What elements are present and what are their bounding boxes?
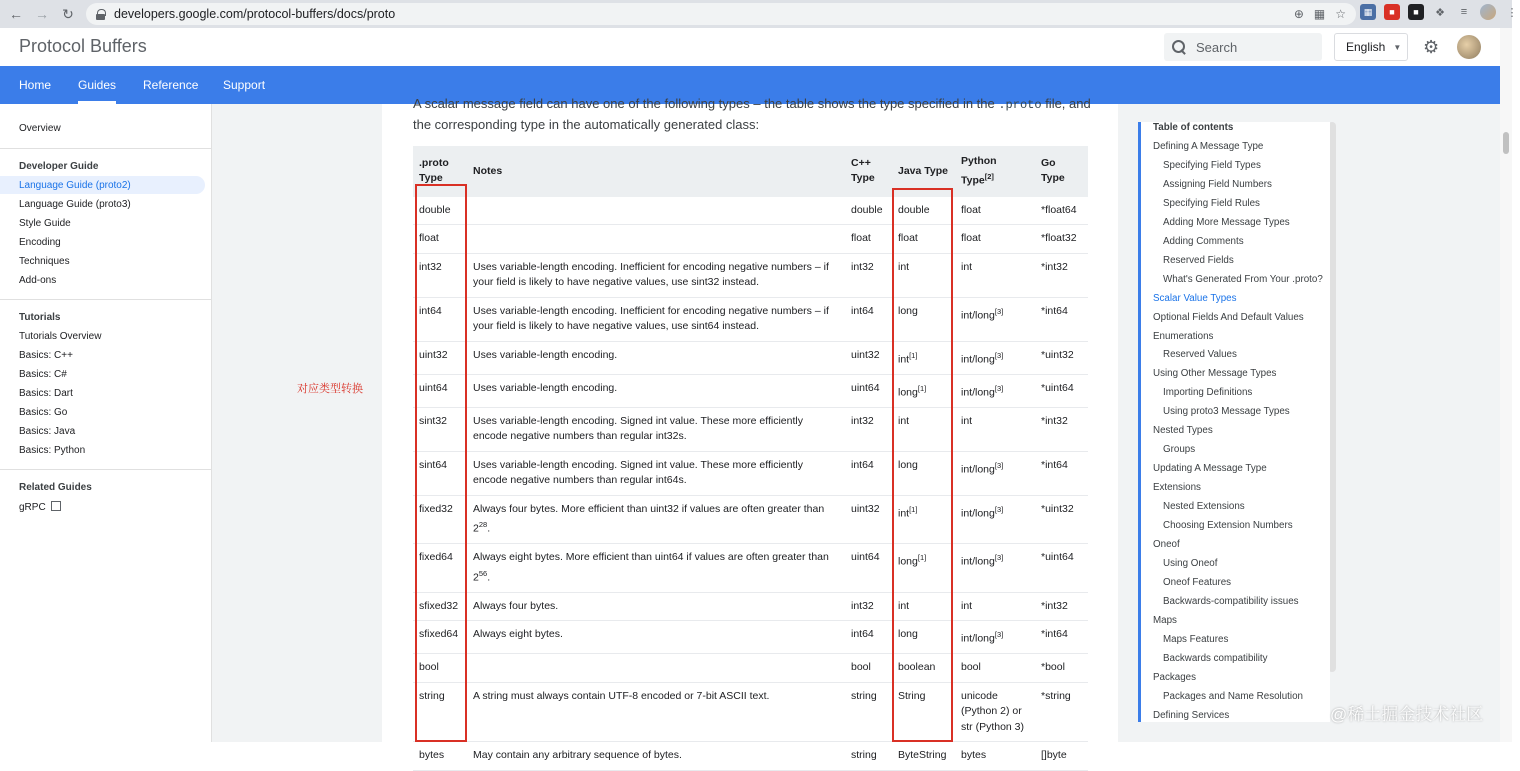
sidebar-item-techniques[interactable]: Techniques	[19, 256, 70, 267]
toc-item[interactable]: Enumerations	[1153, 330, 1214, 342]
header-java-type: Java Type	[892, 146, 955, 197]
cell-notes: Uses variable-length encoding. Inefficient for encoding negative numbers – if your field is likely to have negative values, use sint32 instead.	[467, 253, 845, 297]
annotation-label: 对应类型转换	[297, 383, 363, 395]
cell-python-type: float	[955, 225, 1035, 254]
sidebar-item-language-guide-proto3[interactable]: Language Guide (proto3)	[19, 199, 131, 210]
sidebar-heading-related-guides: Related Guides	[19, 482, 92, 493]
tab-reference[interactable]: Reference	[143, 78, 199, 92]
table-row	[413, 592, 1088, 621]
cell-proto-type: fixed32	[413, 495, 467, 544]
table-row	[413, 654, 1088, 683]
cell-proto-type: double	[413, 197, 467, 225]
toc-item[interactable]: Scalar Value Types	[1153, 292, 1237, 304]
table-row	[413, 341, 1088, 374]
toc-item[interactable]: Choosing Extension Numbers	[1163, 520, 1293, 531]
cell-proto-type: float	[413, 225, 467, 254]
tab-support[interactable]: Support	[223, 78, 266, 92]
table-of-contents	[1138, 122, 1330, 722]
cell-python-type: int	[955, 407, 1035, 451]
cell-go-type: *int32	[1035, 407, 1088, 451]
sidebar-divider	[0, 299, 211, 300]
intro-text: A scalar message field can have one of the following types – the table shows the type specified in the	[413, 96, 999, 111]
cell-notes: Uses variable-length encoding.	[467, 341, 845, 374]
table-row	[413, 742, 1088, 771]
toc-item[interactable]: Specifying Field Types	[1163, 159, 1261, 171]
cell-notes: A string must always contain UTF-8 encoded or 7-bit ASCII text.	[467, 682, 845, 742]
sidebar-item-encoding[interactable]: Encoding	[19, 237, 61, 248]
tab-guides[interactable]: Guides	[78, 66, 116, 104]
cell-proto-type: bytes	[413, 742, 467, 771]
cell-proto-type: sfixed32	[413, 592, 467, 621]
table-row	[413, 297, 1088, 341]
caret-down-icon: ▼	[1393, 42, 1402, 52]
search-icon	[1172, 40, 1187, 55]
translate-icon[interactable]: ▦	[1313, 7, 1326, 21]
profile-avatar[interactable]	[1480, 4, 1496, 20]
cell-proto-type: uint32	[413, 341, 467, 374]
toc-item[interactable]: Backwards-compatibility issues	[1163, 595, 1299, 607]
table-row	[413, 197, 1088, 225]
table-body	[413, 197, 1088, 771]
cell-java-type: String	[892, 682, 955, 742]
sidebar-item-overview[interactable]: Overview	[19, 123, 61, 134]
highlight-box-java-column	[892, 188, 953, 742]
cell-notes: Always eight bytes.	[467, 621, 845, 654]
table-row	[413, 544, 1088, 593]
reload-icon[interactable]: ↻	[62, 5, 74, 22]
toc-title: Table of contents	[1153, 122, 1234, 133]
table-row	[413, 682, 1088, 742]
cell-python-type: bool	[955, 654, 1035, 683]
cell-go-type: []byte	[1035, 742, 1088, 771]
toc-item[interactable]: Adding More Message Types	[1163, 216, 1290, 228]
forward-icon[interactable]: →	[35, 6, 49, 22]
cell-cpp-type: uint32	[845, 341, 892, 374]
site-brand[interactable]: Protocol Buffers	[19, 36, 147, 56]
cell-notes: Uses variable-length encoding. Inefficient for encoding negative numbers – if your field is likely to have negative values, use sint64 instead.	[467, 297, 845, 341]
cell-notes: Uses variable-length encoding. Signed int value. These more efficiently encode negative numbers than regular int64s.	[467, 451, 845, 495]
back-icon[interactable]: ←	[9, 6, 23, 22]
external-link-icon	[51, 501, 61, 511]
puzzle-icon[interactable]: ❖	[1435, 6, 1445, 19]
cell-java-type: int	[892, 253, 955, 297]
reading-list-icon[interactable]: ≡	[1460, 6, 1468, 18]
sidebar-item-grpc[interactable]	[19, 501, 61, 513]
cell-cpp-type: int64	[845, 621, 892, 654]
cell-python-type: int/long[3]	[955, 297, 1035, 341]
cell-python-type: int/long[3]	[955, 451, 1035, 495]
cell-go-type: *string	[1035, 682, 1088, 742]
avatar[interactable]	[1457, 35, 1481, 59]
toc-item[interactable]: Defining Services	[1153, 709, 1230, 721]
table-row	[413, 495, 1088, 544]
cell-java-type: double	[892, 197, 955, 225]
cell-proto-type: sint32	[413, 407, 467, 451]
cell-python-type: unicode (Python 2) or str (Python 3)	[955, 682, 1035, 742]
toc-item[interactable]: Optional Fields And Default Values	[1153, 311, 1304, 323]
cell-notes: Uses variable-length encoding.	[467, 374, 845, 407]
tab-home[interactable]: Home	[19, 78, 52, 92]
table-row	[413, 374, 1088, 407]
intro-text: file, and the corresponding type in the automatically generated class:	[413, 96, 1091, 132]
table-row	[413, 253, 1088, 297]
sidebar-heading-developer-guide: Developer Guide	[19, 161, 99, 172]
sidebar-item-basics-cpp[interactable]: Basics: C++	[19, 350, 73, 361]
language-select[interactable]	[1334, 33, 1408, 61]
scrollbar-thumb[interactable]	[1503, 132, 1509, 154]
toc-item[interactable]: Using proto3 Message Types	[1163, 406, 1290, 418]
cell-java-type: long	[892, 621, 955, 654]
cell-cpp-type: string	[845, 682, 892, 742]
main-content	[382, 96, 1118, 761]
cell-proto-type: string	[413, 682, 467, 742]
cell-go-type: *float64	[1035, 197, 1088, 225]
address-bar[interactable]	[86, 3, 1356, 25]
toc-item[interactable]: Nested Types	[1153, 425, 1213, 437]
cell-notes	[467, 225, 845, 254]
sidebar-item-style-guide[interactable]: Style Guide	[19, 218, 71, 229]
toc-item[interactable]: Reserved Values	[1163, 349, 1237, 361]
cell-cpp-type: int64	[845, 297, 892, 341]
watermark: @稀土掘金技术社区	[1330, 705, 1484, 724]
sidebar-item-basics-dart[interactable]: Basics: Dart	[19, 388, 73, 399]
toc-item[interactable]: Packages	[1153, 671, 1197, 683]
browser-toolbar	[0, 0, 1518, 28]
toc-item[interactable]: Nested Extensions	[1163, 501, 1245, 513]
cell-notes: Always four bytes.	[467, 592, 845, 621]
sidebar-item-basics-java[interactable]: Basics: Java	[19, 426, 76, 437]
table-header-row	[413, 146, 1088, 197]
sidebar-item-basics-go[interactable]: Basics: Go	[19, 407, 68, 418]
cell-java-type: long	[892, 451, 955, 495]
site-header	[0, 28, 1500, 66]
cell-notes: May contain any arbitrary sequence of bytes.	[467, 742, 845, 771]
highlight-box-proto-column	[415, 184, 467, 742]
header-go-type: Go Type	[1035, 146, 1088, 197]
cell-notes: Always four bytes. More efficient than uint32 if values are often greater than $2^{28}$.	[467, 495, 845, 544]
cell-java-type: int	[892, 592, 955, 621]
cell-cpp-type: int32	[845, 592, 892, 621]
cell-proto-type: int64	[413, 297, 467, 341]
toc-item[interactable]: Maps	[1153, 614, 1177, 626]
cell-cpp-type: uint64	[845, 374, 892, 407]
cell-python-type: bytes	[955, 742, 1035, 771]
toc-item[interactable]: Oneof	[1153, 538, 1180, 550]
toc-item[interactable]: Defining A Message Type	[1153, 141, 1264, 152]
cell-python-type: int/long[3]	[955, 621, 1035, 654]
menu-icon[interactable]: ⋮	[1506, 6, 1518, 19]
cell-notes	[467, 197, 845, 225]
sidebar-divider	[0, 469, 211, 470]
install-icon[interactable]: ⊕	[1293, 7, 1304, 21]
toc-item[interactable]: Assigning Field Numbers	[1163, 178, 1272, 190]
cell-go-type: *bool	[1035, 654, 1088, 683]
lock-icon	[96, 9, 105, 20]
cell-cpp-type: uint32	[845, 495, 892, 544]
cell-java-type: long[1]	[892, 374, 955, 407]
toc-item[interactable]: Oneof Features	[1163, 576, 1232, 588]
cell-proto-type: sfixed64	[413, 621, 467, 654]
cell-java-type: boolean	[892, 654, 955, 683]
sidebar-item-tutorials-overview[interactable]: Tutorials Overview	[19, 331, 102, 342]
cell-java-type: long	[892, 297, 955, 341]
toc-item[interactable]: Using Other Message Types	[1153, 368, 1277, 380]
sidebar-item-label: gRPC	[19, 502, 46, 513]
cell-go-type: *int32	[1035, 253, 1088, 297]
page-scrollbar[interactable]	[1500, 28, 1512, 742]
inline-code: .proto	[998, 98, 1042, 112]
toc-item[interactable]: Adding Comments	[1163, 235, 1244, 247]
cell-proto-type: bool	[413, 654, 467, 683]
left-sidebar	[0, 104, 212, 742]
header-proto-type: .proto Type	[413, 146, 467, 197]
url-text[interactable]: developers.google.com/protocol-buffers/docs/proto	[114, 7, 396, 21]
cell-cpp-type: int32	[845, 253, 892, 297]
gear-icon[interactable]: ⚙	[1423, 37, 1440, 57]
cell-go-type: *uint32	[1035, 495, 1088, 544]
cell-notes	[467, 654, 845, 683]
extension-red-icon[interactable]: ■	[1384, 4, 1400, 20]
cell-go-type: *uint32	[1035, 341, 1088, 374]
cell-go-type: *int64	[1035, 451, 1088, 495]
cell-python-type: int	[955, 253, 1035, 297]
cell-notes: Always eight bytes. More efficient than uint64 if values are often greater than $2^{56}$.	[467, 544, 845, 593]
toc-item[interactable]: Updating A Message Type	[1153, 463, 1267, 475]
toc-item[interactable]: Using Oneof	[1163, 557, 1218, 569]
cell-python-type: int/long[3]	[955, 374, 1035, 407]
cell-cpp-type: int32	[845, 407, 892, 451]
header-python-type: Python Type[2]	[955, 146, 1035, 197]
cell-proto-type: sint64	[413, 451, 467, 495]
table-row	[413, 621, 1088, 654]
toc-item[interactable]: Reserved Fields	[1163, 254, 1234, 266]
cell-python-type: int/long[3]	[955, 544, 1035, 593]
sidebar-divider	[0, 148, 211, 149]
search-placeholder[interactable]: Search	[1196, 39, 1238, 55]
sidebar-heading-tutorials: Tutorials	[19, 312, 61, 323]
scalar-types-table	[413, 146, 1088, 771]
cell-java-type: int	[892, 407, 955, 451]
sidebar-item-basics-csharp[interactable]: Basics: C#	[19, 369, 67, 380]
cell-java-type: int[1]	[892, 495, 955, 544]
table-row	[413, 451, 1088, 495]
cell-proto-type: uint64	[413, 374, 467, 407]
cell-java-type: ByteString	[892, 742, 955, 771]
header-notes: Notes	[467, 146, 845, 197]
toc-item[interactable]: Packages and Name Resolution	[1163, 690, 1303, 702]
language-label: English	[1346, 40, 1386, 54]
cell-cpp-type: int64	[845, 451, 892, 495]
search-box[interactable]	[1164, 33, 1322, 61]
cell-python-type: int	[955, 592, 1035, 621]
cell-go-type: *int32	[1035, 592, 1088, 621]
cell-java-type: float	[892, 225, 955, 254]
bookmark-star-icon[interactable]: ☆	[1335, 7, 1346, 21]
table-row	[413, 225, 1088, 254]
extension-grid-icon[interactable]: ▦	[1360, 4, 1376, 20]
toc-item[interactable]: Maps Features	[1163, 633, 1229, 645]
toc-item[interactable]: What's Generated From Your .proto?	[1163, 273, 1323, 285]
left-gutter	[212, 104, 382, 742]
cell-notes: Uses variable-length encoding. Signed int value. These more efficiently encode negative numbers than regular int32s.	[467, 407, 845, 451]
cell-java-type: int[1]	[892, 341, 955, 374]
toc-item[interactable]: Backwards compatibility	[1163, 652, 1268, 664]
cell-cpp-type: bool	[845, 654, 892, 683]
table-row	[413, 407, 1088, 451]
toc-item[interactable]: Specifying Field Rules	[1163, 197, 1260, 209]
extension-dark-icon[interactable]: ■	[1408, 4, 1424, 20]
toc-item[interactable]: Extensions	[1153, 482, 1201, 494]
cell-python-type: int/long[3]	[955, 495, 1035, 544]
cell-cpp-type: double	[845, 197, 892, 225]
cell-cpp-type: uint64	[845, 544, 892, 593]
sidebar-item-language-guide-proto2[interactable]: Language Guide (proto2)	[19, 180, 131, 191]
sidebar-item-basics-python[interactable]: Basics: Python	[19, 445, 86, 456]
toc-item[interactable]: Groups	[1163, 444, 1196, 456]
header-cpp-type: C++ Type	[845, 146, 892, 197]
cell-go-type: *uint64	[1035, 544, 1088, 593]
toc-item[interactable]: Importing Definitions	[1163, 387, 1253, 399]
cell-python-type: int/long[3]	[955, 341, 1035, 374]
cell-python-type: float	[955, 197, 1035, 225]
cell-cpp-type: string	[845, 742, 892, 771]
cell-go-type: *uint64	[1035, 374, 1088, 407]
cell-cpp-type: float	[845, 225, 892, 254]
cell-proto-type: int32	[413, 253, 467, 297]
cell-go-type: *int64	[1035, 621, 1088, 654]
cell-go-type: *int64	[1035, 297, 1088, 341]
cell-go-type: *float32	[1035, 225, 1088, 254]
sidebar-item-add-ons[interactable]: Add-ons	[19, 275, 57, 286]
cell-proto-type: fixed64	[413, 544, 467, 593]
cell-java-type: long[1]	[892, 544, 955, 593]
intro-paragraph	[413, 94, 1093, 134]
